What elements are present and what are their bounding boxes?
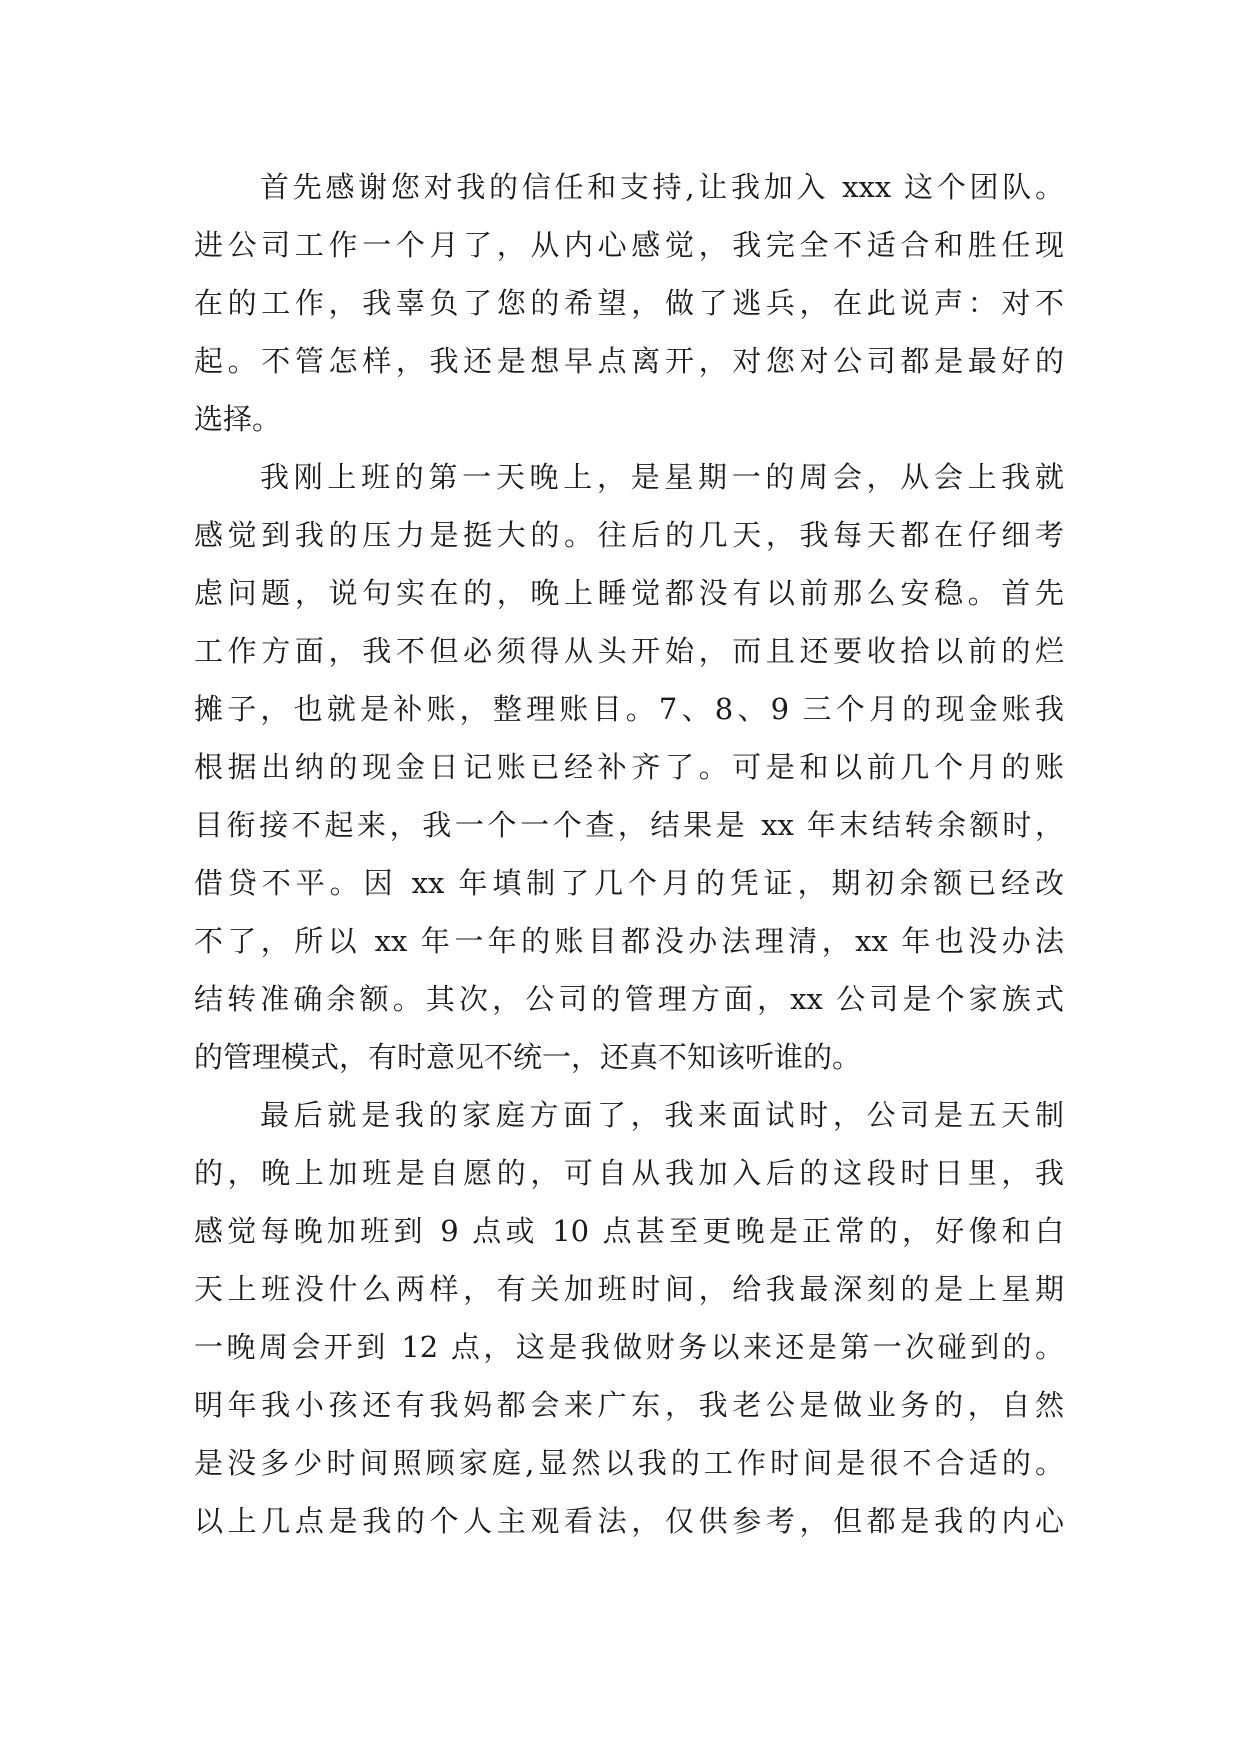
text-line: 一晚周会开到 12 点，这是我做财务以来还是第一次碰到的。 [194, 1330, 1064, 1364]
text-line: 在的工作，我辜负了您的希望，做了逃兵，在此说声：对不 [194, 286, 1064, 320]
text-line: 选择。 [194, 402, 282, 436]
letter-body [194, 158, 1064, 1550]
text-line: 摊子，也就是补账，整理账目。7、8、9 三个月的现金账我 [194, 692, 1064, 726]
text-line: 首先感谢您对我的信任和支持,让我加入 xxx 这个团队。 [260, 170, 1064, 204]
text-line: 借贷不平。因 xx 年填制了几个月的凭证，期初余额已经改 [194, 866, 1064, 900]
text-line: 以上几点是我的个人主观看法，仅供参考，但都是我的内心 [194, 1504, 1064, 1538]
text-line: 进公司工作一个月了，从内心感觉，我完全不适合和胜任现 [194, 228, 1064, 262]
text-line: 明年我小孩还有我妈都会来广东，我老公是做业务的，自然 [194, 1388, 1064, 1422]
text-line: 起。不管怎样，我还是想早点离开，对您对公司都是最好的 [194, 344, 1064, 378]
text-line: 目衔接不起来，我一个一个查，结果是 xx 年末结转余额时， [194, 808, 1064, 842]
text-line: 天上班没什么两样，有关加班时间，给我最深刻的是上星期 [194, 1272, 1064, 1306]
text-line: 我刚上班的第一天晚上，是星期一的周会，从会上我就 [260, 460, 1064, 494]
text-line: 不了，所以 xx 年一年的账目都没办法理清，xx 年也没办法 [194, 924, 1064, 958]
text-line: 最后就是我的家庭方面了，我来面试时，公司是五天制 [260, 1098, 1064, 1132]
text-line: 的管理模式，有时意见不统一，还真不知该听谁的。 [194, 1040, 862, 1074]
text-line: 根据出纳的现金日记账已经补齐了。可是和以前几个月的账 [194, 750, 1064, 784]
text-line: 是没多少时间照顾家庭,显然以我的工作时间是很不合适的。 [194, 1446, 1064, 1480]
text-line: 感觉每晚加班到 9 点或 10 点甚至更晚是正常的，好像和白 [194, 1214, 1064, 1248]
text-line: 的，晚上加班是自愿的，可自从我加入后的这段时日里，我 [194, 1156, 1064, 1190]
text-line: 工作方面，我不但必须得从头开始，而且还要收拾以前的烂 [194, 634, 1064, 668]
text-line: 虑问题，说句实在的，晚上睡觉都没有以前那么安稳。首先 [194, 576, 1064, 610]
text-line: 结转准确余额。其次，公司的管理方面，xx 公司是个家族式 [194, 982, 1064, 1016]
text-line: 感觉到我的压力是挺大的。往后的几天，我每天都在仔细考 [194, 518, 1064, 552]
